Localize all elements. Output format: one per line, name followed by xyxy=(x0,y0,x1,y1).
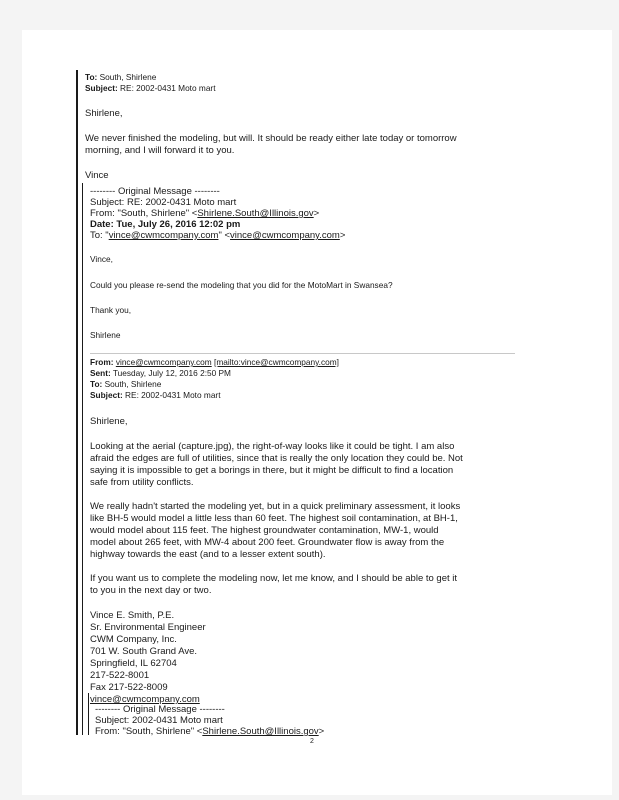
msg2-to: To: South, Shirlene xyxy=(90,379,162,389)
orig2-subject: Subject: 2002-0431 Moto mart xyxy=(95,715,223,726)
signature-phone: 217-522-8001 xyxy=(90,670,150,681)
orig1-from-email-link[interactable]: Shirlene.South@Illinois.gov xyxy=(197,208,314,219)
msg2-greeting: Shirlene, xyxy=(90,416,128,427)
msg2-p2-line2: like BH-5 would model a little less than 60 feet. The highest soil contamination, at BH-1, xyxy=(90,513,458,524)
msg2-sent: Sent: Tuesday, July 12, 2016 2:50 PM xyxy=(90,368,231,378)
reply1-body-line1: We never finished the modeling, but will. It should be ready either late today or tomorrow xyxy=(85,133,457,144)
signature-name: Vince E. Smith, P.E. xyxy=(90,610,175,621)
page-number: 2 xyxy=(310,738,314,745)
msg2-p1-line2: afraid the edges are full of utilities, since that is really the only location they could be. Not xyxy=(90,453,463,464)
orig1-subject: Subject: RE: 2002-0431 Moto mart xyxy=(90,197,237,208)
signature-title: Sr. Environmental Engineer xyxy=(90,622,206,633)
msg2-p2-line5: highway towards the east (and to a lesser extent south). xyxy=(90,549,326,560)
quote-bar-outer xyxy=(76,70,78,735)
orig2-separator: -------- Original Message -------- xyxy=(95,704,225,715)
header-to: To: South, Shirlene xyxy=(85,72,157,82)
orig1-date: Date: Tue, July 26, 2016 12:02 pm xyxy=(90,219,241,230)
orig1-to-email-link-1[interactable]: vince@cwmcompany.com xyxy=(108,230,219,241)
reply1-body-line2: morning, and I will forward it to you. xyxy=(85,145,235,156)
orig1-to: To: "vince@cwmcompany.com" <vince@cwmcompany.com> xyxy=(90,230,346,241)
msg2-p1-line3: saying it is impossible to get a borings in there, but it might be difficult to find a location xyxy=(90,465,454,476)
orig1-separator: -------- Original Message -------- xyxy=(90,186,220,197)
orig2-from: From: "South, Shirlene" <Shirlene.South@Illinois.gov> xyxy=(95,726,325,737)
signature-fax: Fax 217-522-8009 xyxy=(90,682,168,693)
msg2-subject: Subject: RE: 2002-0431 Moto mart xyxy=(90,390,221,400)
orig1-from: From: "South, Shirlene" <Shirlene.South@Illinois.gov> xyxy=(90,208,320,219)
msg2-p2-line4: model about 265 feet, with MW-4 about 200 feet. Groundwater flow is away from the xyxy=(90,537,445,548)
reply1-greeting: Shirlene, xyxy=(85,108,123,119)
reply1-signoff: Vince xyxy=(85,170,109,181)
header-subject: Subject: RE: 2002-0431 Moto mart xyxy=(85,83,216,93)
quote-bar-level2 xyxy=(82,183,83,735)
orig1-greeting: Vince, xyxy=(90,254,113,264)
msg2-p2-line1: We really hadn't started the modeling yet, but in a quick preliminary assessment, it looks xyxy=(90,501,461,512)
orig1-thanks: Thank you, xyxy=(90,305,132,315)
msg2-from-email-link[interactable]: vince@cwmcompany.com xyxy=(115,357,212,367)
msg2-p1-line4: safe from utility conflicts. xyxy=(90,477,194,488)
msg2-p2-line3: would model about 115 feet. The highest groundwater contamination, MW-1, would xyxy=(90,525,439,536)
quote-bar-level3 xyxy=(88,693,89,735)
msg2-p3-line1: If you want us to complete the modeling now, let me know, and I should be able to get it xyxy=(90,573,458,584)
signature-email-link[interactable]: vince@cwmcompany.com xyxy=(90,694,200,705)
signature-company: CWM Company, Inc. xyxy=(90,634,177,645)
signature-address1: 701 W. South Grand Ave. xyxy=(90,646,198,657)
msg2-p1-line1: Looking at the aerial (capture.jpg), the right-of-way looks like it could be tight. I am also xyxy=(90,441,455,452)
msg2-from: From: vince@cwmcompany.com [mailto:vince@cwmcompany.com] xyxy=(90,357,339,367)
orig1-body: Could you please re-send the modeling that you did for the MotoMart in Swansea? xyxy=(90,280,393,290)
msg2-p3-line2: to you in the next day or two. xyxy=(90,585,212,596)
signature-address2: Springfield, IL 62704 xyxy=(90,658,177,669)
orig1-name: Shirlene xyxy=(90,330,121,340)
orig2-from-email-link[interactable]: Shirlene.South@Illinois.gov xyxy=(202,726,319,737)
message-divider xyxy=(90,353,515,354)
msg2-mailto-link[interactable]: [mailto:vince@cwmcompany.com] xyxy=(214,357,339,367)
orig1-to-email-link-2[interactable]: vince@cwmcompany.com xyxy=(230,230,340,241)
